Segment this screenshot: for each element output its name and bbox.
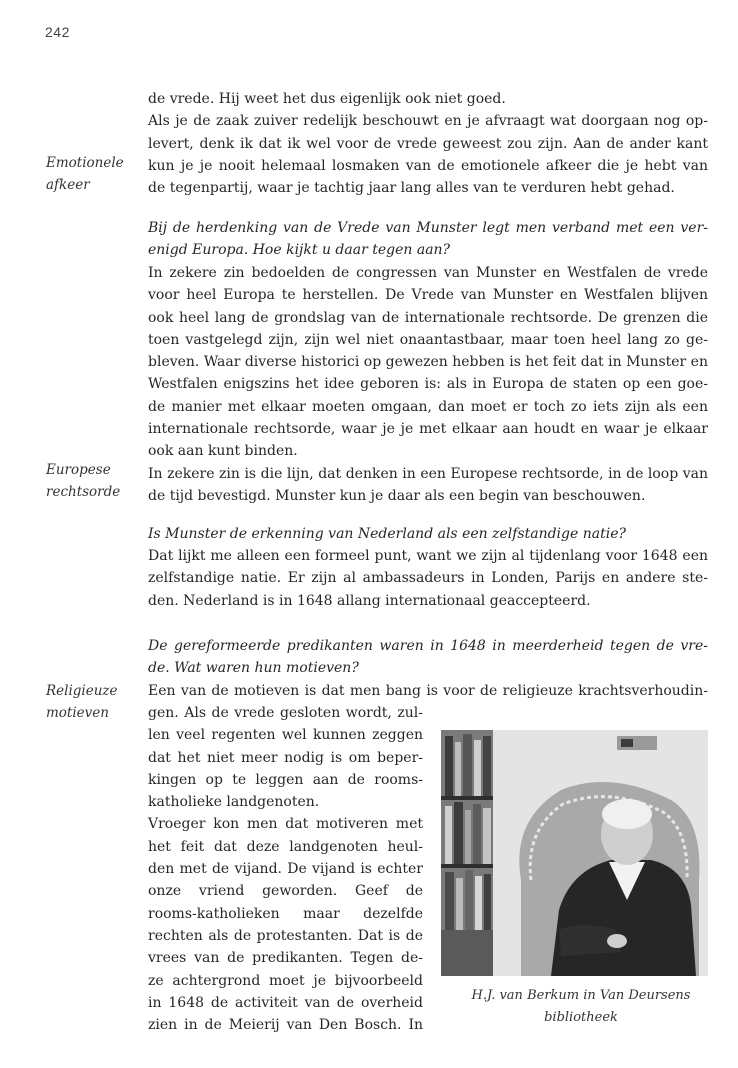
question-predikanten xyxy=(148,635,708,680)
text-line: bleven. Waar diverse historici op gewezen hebben is het feit dat in Munster en xyxy=(148,354,708,371)
margin-note-line: motieven xyxy=(46,705,109,721)
text-line: levert, denk ik dat ik wel voor de vrede geweest zou zijn. Aan de ander kant xyxy=(148,135,708,152)
text-line: voor heel Europa te herstellen. De Vrede van Munster en Westfalen blijven xyxy=(148,287,708,304)
text-line: In zekere zin is die lijn, dat denken in een Europese rechtsorde, in de loop van xyxy=(148,465,708,482)
margin-note-emotionele-afkeer xyxy=(46,152,144,196)
text-line: vrees van de predikanten. Tegen de- xyxy=(148,950,423,967)
text-line: len veel regenten wel kunnen zeggen xyxy=(148,727,423,744)
text-line: Een van de motieven is dat men bang is voor de religieuze krachtsverhoudin- xyxy=(148,683,708,699)
page-number: 242 xyxy=(45,24,70,40)
answer-erkenning xyxy=(148,545,708,612)
text-line: de tijd bevestigd. Munster kun je daar als een begin van beschouwen. xyxy=(148,487,646,504)
margin-note-line: Europese xyxy=(46,462,111,478)
text-line: Vroeger kon men dat motiveren met xyxy=(148,816,423,833)
text-line: internationale rechtsorde, waar je je met elkaar aan houdt en waar je elkaar xyxy=(148,421,708,438)
text-line: toen vastgelegd zijn, zijn wel niet onaantastbaar, maar toen heel lang zo ge- xyxy=(148,331,708,348)
text-line: In zekere zin bedoelden de congressen van Munster en Westfalen de vrede xyxy=(148,265,708,281)
caption-line: bibliotheek xyxy=(544,1010,618,1025)
margin-note-line: Emotionele xyxy=(46,155,124,171)
text-line: kun je je nooit helemaal losmaken van de emotionele afkeer die je hebt van xyxy=(148,157,708,174)
answer-europa xyxy=(148,262,708,507)
text-line: katholieke landgenoten. xyxy=(148,794,320,811)
text-line: onze vriend geworden. Geef de xyxy=(148,883,423,900)
text-line: dat het niet meer nodig is om beper- xyxy=(148,749,423,766)
text-line: Dat lijkt me alleen een formeel punt, want we zijn al tijdenlang voor 1648 een xyxy=(148,548,708,564)
question-line: Bij de herdenking van de Vrede van Munster legt men verband met een ver- xyxy=(148,220,708,236)
text-line: gen. Als de vrede gesloten wordt, zul- xyxy=(148,705,423,721)
answer-predikanten-narrow xyxy=(148,702,423,1036)
text-line: den. Nederland is in 1648 allang internationaal geaccepteerd. xyxy=(148,592,591,609)
question-line: Is Munster de erkenning van Nederland als een zelfstandige natie? xyxy=(148,526,626,542)
text-line: den met de vijand. De vijand is echter xyxy=(148,861,423,878)
text-line: rooms-katholieken maar dezelfde xyxy=(148,905,423,922)
text-line: de vrede. Hij weet het dus eigenlijk ook niet goed. xyxy=(148,91,506,107)
text-line: Als je de zaak zuiver redelijk beschouwt en je afvraagt wat doorgaan nog op- xyxy=(148,113,708,130)
answer-predikanten-first-line xyxy=(148,680,708,702)
question-line: de. Wat waren hun motieven? xyxy=(148,660,359,677)
question-europa xyxy=(148,217,708,262)
text-line: ook aan kunt binden. xyxy=(148,443,298,460)
margin-note-europese-rechtsorde xyxy=(46,459,144,503)
question-erkenning xyxy=(148,523,708,545)
text-line: in 1648 de activiteit van de overheid xyxy=(148,994,423,1011)
text-line: zien in de Meierij van Den Bosch. In xyxy=(148,1017,423,1034)
caption-line: H.J. van Berkum in Van Deursens xyxy=(471,988,691,1003)
text-line: zelfstandige natie. Er zijn al ambassadeurs in Londen, Parijs en andere ste- xyxy=(148,570,708,587)
portrait-photo xyxy=(441,730,708,976)
text-line: kingen op te leggen aan de rooms- xyxy=(148,771,423,788)
text-line: ook heel lang de grondslag van de internationale rechtsorde. De grenzen die xyxy=(148,309,708,326)
question-line: enigd Europa. Hoe kijkt u daar tegen aan? xyxy=(148,242,451,259)
paragraph-intro xyxy=(148,88,708,199)
question-line: De gereformeerde predikanten waren in 1648 in meerderheid tegen de vre- xyxy=(148,638,708,654)
margin-note-line: rechtsorde xyxy=(46,484,121,500)
text-line: rechten als de protestanten. Dat is de xyxy=(148,927,423,944)
photo-caption xyxy=(441,985,721,1029)
text-line: de manier met elkaar moeten omgaan, dan moet er toch zo iets zijn als een xyxy=(148,398,708,415)
margin-note-line: Religieuze xyxy=(46,683,118,699)
margin-note-line: afkeer xyxy=(46,177,90,193)
margin-note-religieuze-motieven xyxy=(46,680,144,724)
text-line: het feit dat deze landgenoten heul- xyxy=(148,838,423,855)
portrait-photo-illustration xyxy=(441,730,708,976)
text-line: ze achtergrond moet je bijvoorbeeld xyxy=(148,972,423,989)
text-line: de tegenpartij, waar je tachtig jaar lang alles van te verduren hebt gehad. xyxy=(148,180,675,197)
text-line: Westfalen enigszins het idee geboren is: als in Europa de staten op een goe- xyxy=(148,376,708,393)
